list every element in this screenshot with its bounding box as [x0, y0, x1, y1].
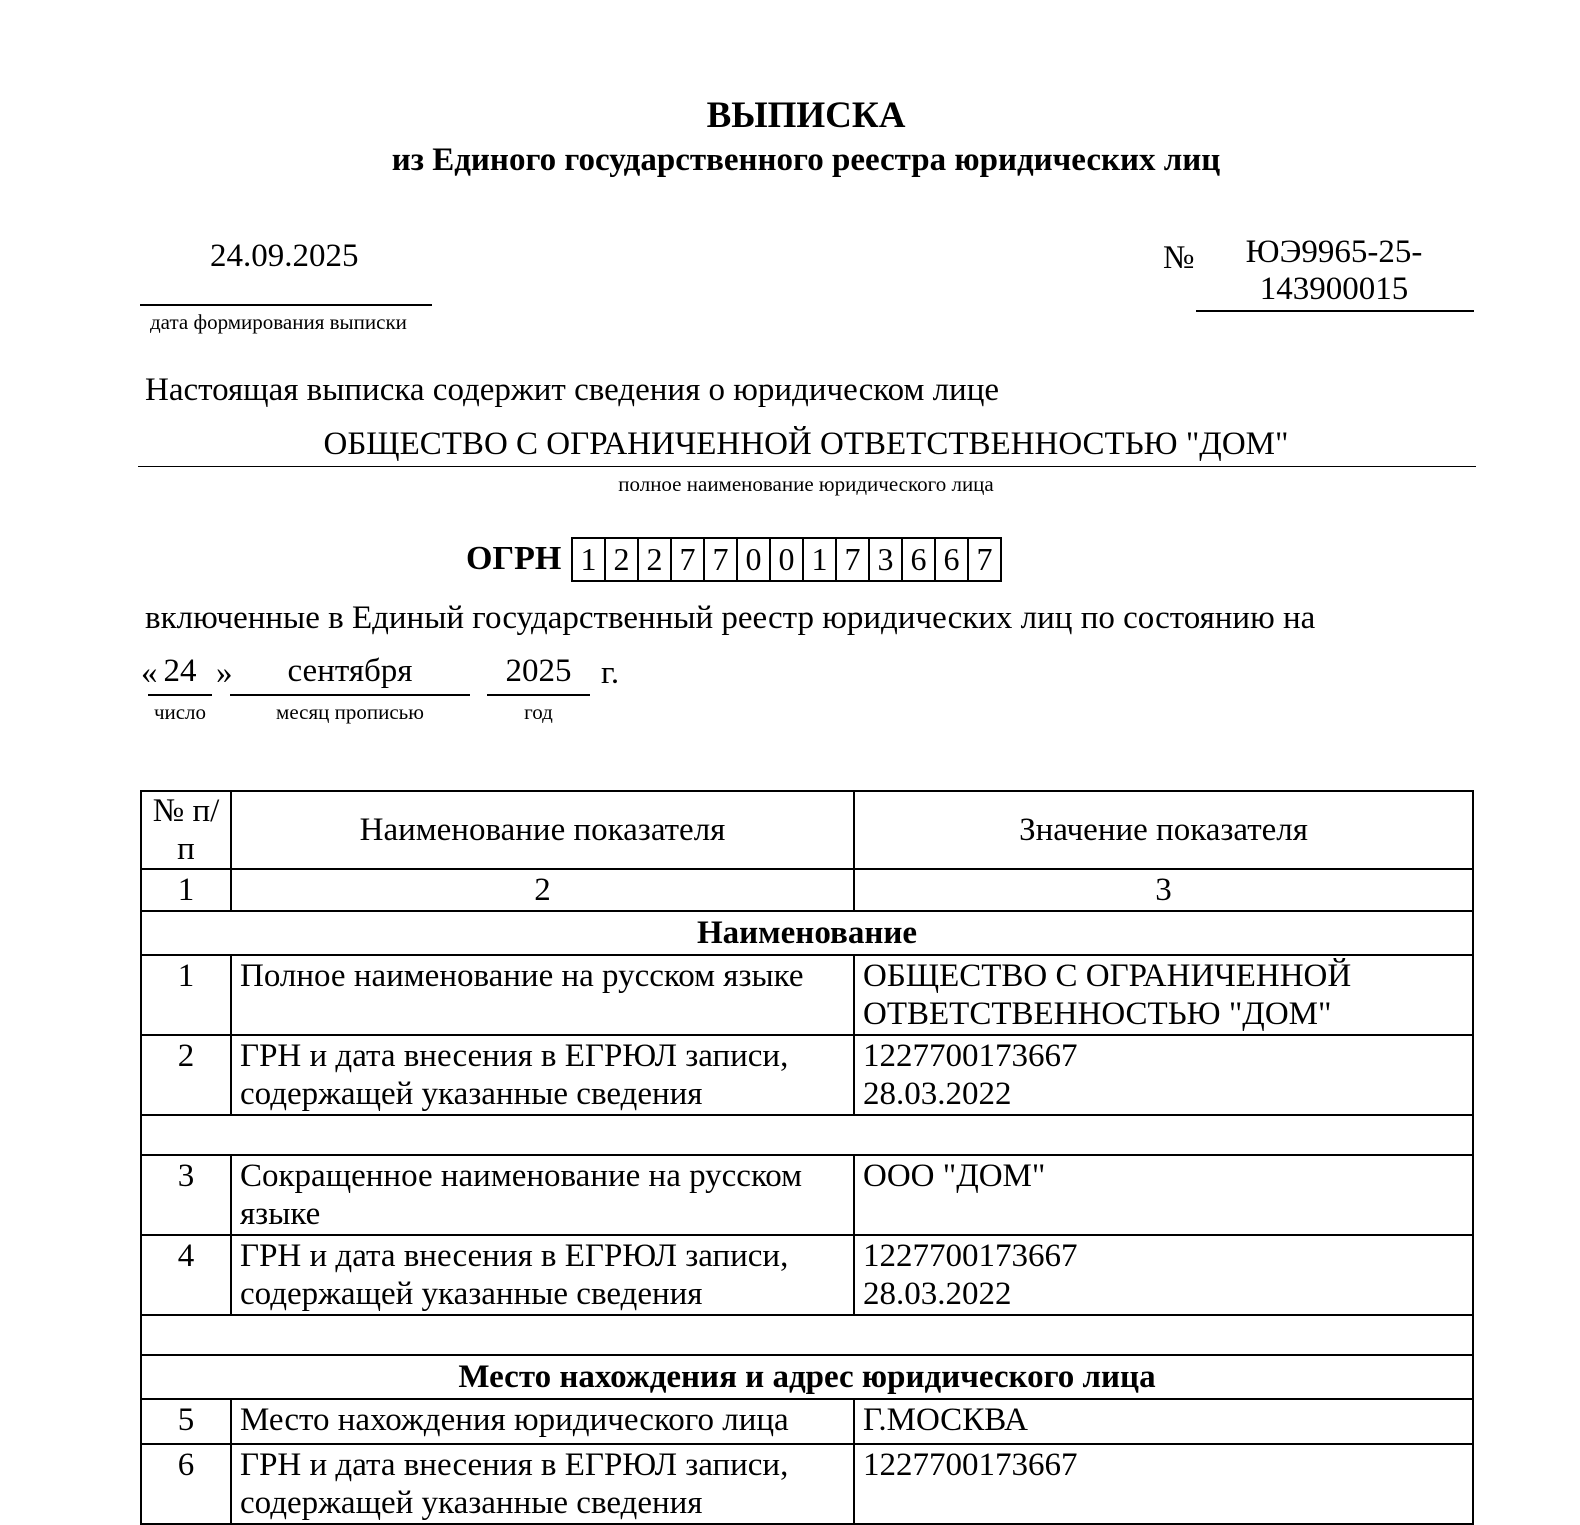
table-row: [141, 1155, 1473, 1235]
indicator-name-cell: Полное наименование на русском языке: [231, 955, 854, 1035]
header-cell-indicator-value: Значение показателя: [854, 791, 1473, 869]
indicator-value-cell: [854, 1235, 1473, 1315]
indicator-value-cell: [854, 1444, 1473, 1524]
section-title: Наименование: [141, 911, 1473, 955]
ogrn-digit-box: 6: [934, 537, 969, 582]
document-subtitle: из Единого государственного реестра юридических лиц: [391, 142, 1221, 178]
asof-year-label: год: [524, 700, 553, 724]
table-row: [141, 955, 1473, 1035]
asof-year-underline: [487, 694, 590, 696]
ogrn-digit-box: 6: [901, 537, 936, 582]
asof-year-suffix: г.: [601, 655, 620, 691]
spacer-cell: [141, 1315, 1473, 1355]
company-full-name: ОБЩЕСТВО С ОГРАНИЧЕННОЙ ОТВЕТСТВЕННОСТЬЮ "ДОМ": [323, 426, 1289, 462]
asof-day-underline: [148, 694, 212, 696]
section-row: [141, 911, 1473, 955]
asof-day-label: число: [153, 700, 207, 724]
table-row: [141, 1444, 1473, 1524]
row-number-cell: 4: [141, 1235, 231, 1315]
asof-year-value: 2025: [505, 653, 572, 689]
value-line: 28.03.2022: [863, 1276, 1012, 1312]
row-number-cell: 5: [141, 1399, 231, 1444]
indicator-name-cell: ГРН и дата внесения в ЕГРЮЛ записи, содержащей указанные сведения: [231, 1444, 854, 1524]
table-header-row: [141, 791, 1473, 869]
asof-day-value: 24: [163, 653, 197, 689]
value-line: Г.МОСКВА: [863, 1402, 1028, 1438]
document-title: ВЫПИСКА: [706, 95, 906, 136]
intro-statement: Настоящая выписка содержит сведения о юридическом лице: [145, 372, 1000, 408]
ogrn-digit-box: 7: [967, 537, 1002, 582]
spacer-cell: [141, 1115, 1473, 1155]
document-number-value: ЮЭ9965-25-143900015: [1245, 234, 1423, 307]
indicator-name-cell: Место нахождения юридического лица: [231, 1399, 854, 1444]
asof-month-value: сентября: [287, 653, 413, 689]
asof-month-underline: [230, 694, 470, 696]
row-number-cell: 2: [141, 1035, 231, 1115]
column-number-cell: 2: [231, 869, 854, 911]
row-number-cell: 1: [141, 955, 231, 1035]
indicator-name-cell: ГРН и дата внесения в ЕГРЮЛ записи, содержащей указанные сведения: [231, 1035, 854, 1115]
indicator-value-cell: [854, 1035, 1473, 1115]
company-name-label: полное наименование юридического лица: [618, 472, 994, 496]
row-number-cell: 3: [141, 1155, 231, 1235]
header-cell-row-number: № п/п: [141, 791, 231, 869]
ogrn-digit-box: 7: [703, 537, 738, 582]
indicator-value-cell: [854, 955, 1473, 1035]
asof-close-quote: »: [216, 655, 233, 691]
value-line: 1227700173667: [863, 1038, 1078, 1074]
formation-date-label: дата формирования выписки: [150, 310, 407, 334]
value-line: 28.03.2022: [863, 1076, 1012, 1112]
indicator-value-cell: [854, 1155, 1473, 1235]
header-cell-indicator-name: Наименование показателя: [231, 791, 854, 869]
table-row: [141, 1399, 1473, 1444]
ogrn-digit-boxes: [571, 537, 1002, 582]
ogrn-label: ОГРН: [466, 540, 562, 577]
formation-date-underline: [140, 304, 432, 306]
column-number-cell: 3: [854, 869, 1473, 911]
column-number-cell: 1: [141, 869, 231, 911]
asof-open-quote: «: [141, 655, 158, 691]
section-row: [141, 1355, 1473, 1399]
ogrn-digit-box: 7: [670, 537, 705, 582]
company-name-underline: [138, 466, 1476, 467]
registry-table: [140, 790, 1474, 1525]
ogrn-digit-box: 1: [571, 537, 606, 582]
row-number-cell: 6: [141, 1444, 231, 1524]
ogrn-digit-box: 1: [802, 537, 837, 582]
asof-statement: включенные в Единый государственный реестр юридических лиц по состоянию на: [145, 600, 1316, 636]
table-row: [141, 1035, 1473, 1115]
indicator-name-cell: ГРН и дата внесения в ЕГРЮЛ записи, содержащей указанные сведения: [231, 1235, 854, 1315]
table-row: [141, 1235, 1473, 1315]
value-line: 1227700173667: [863, 1238, 1078, 1274]
ogrn-digit-box: 0: [736, 537, 771, 582]
ogrn-digit-box: 0: [769, 537, 804, 582]
spacer-row: [141, 1315, 1473, 1355]
spacer-row: [141, 1115, 1473, 1155]
ogrn-digit-box: 2: [604, 537, 639, 582]
ogrn-digit-box: 2: [637, 537, 672, 582]
ogrn-digit-box: 7: [835, 537, 870, 582]
indicator-name-cell: Сокращенное наименование на русском языке: [231, 1155, 854, 1235]
document-number-underline: [1196, 310, 1474, 312]
column-number-row: [141, 869, 1473, 911]
section-title: Место нахождения и адрес юридического лица: [141, 1355, 1473, 1399]
ogrn-digit-box: 3: [868, 537, 903, 582]
document-number-sign: №: [1163, 240, 1195, 276]
indicator-value-cell: [854, 1399, 1473, 1444]
formation-date-value: 24.09.2025: [210, 238, 359, 274]
value-line: ОБЩЕСТВО С ОГРАНИЧЕННОЙ ОТВЕТСТВЕННОСТЬЮ "ДОМ": [863, 958, 1352, 1032]
asof-month-label: месяц прописью: [276, 700, 424, 724]
value-line: 1227700173667: [863, 1447, 1078, 1483]
value-line: ООО "ДОМ": [863, 1158, 1046, 1194]
